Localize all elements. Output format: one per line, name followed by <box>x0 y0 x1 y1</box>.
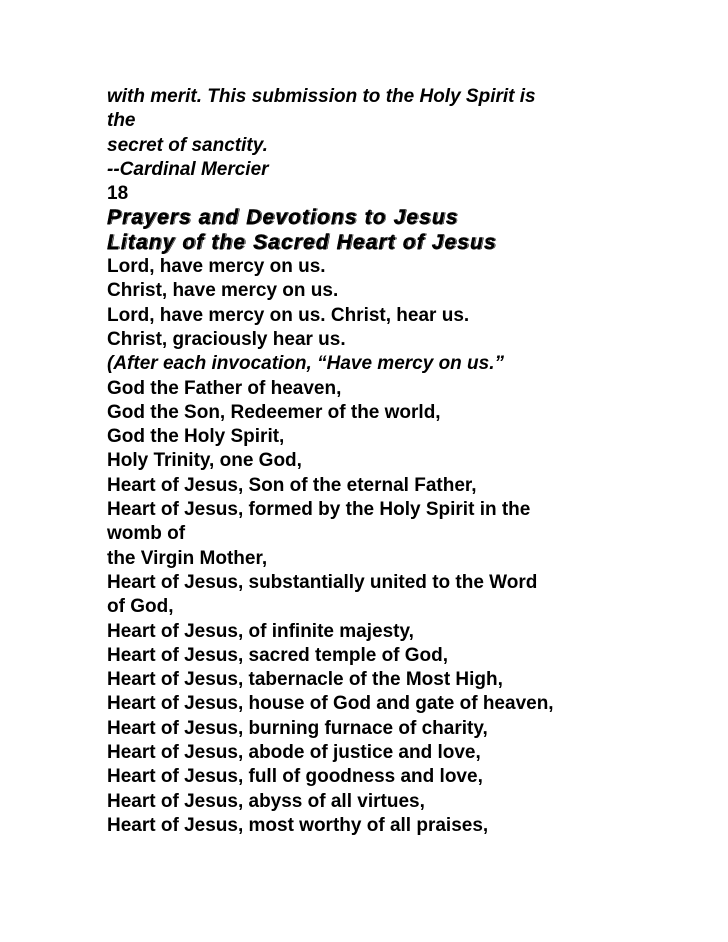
invocation-line: Heart of Jesus, house of God and gate of heaven, <box>107 693 554 715</box>
opening-line: Christ, have mercy on us. <box>107 280 339 302</box>
invocation-line: God the Father of heaven, <box>107 377 342 399</box>
document-page <box>107 85 707 838</box>
invocation-line: Heart of Jesus, sacred temple of God, <box>107 644 449 666</box>
opening-line: Lord, have mercy on us. <box>107 256 326 278</box>
litany-title: Litany of the Sacred Heart of Jesus <box>107 230 497 254</box>
quote-block <box>107 85 707 182</box>
invocation-line: Heart of Jesus, abyss of all virtues, <box>107 790 425 812</box>
invocation-line: Heart of Jesus, formed by the Holy Spirit in the <box>107 499 531 521</box>
invocation-line: God the Holy Spirit, <box>107 426 285 448</box>
response-instruction: (After each invocation, “Have mercy on us.” <box>107 353 505 375</box>
invocation-line: Heart of Jesus, Son of the eternal Father, <box>107 474 477 496</box>
invocation-line: Heart of Jesus, abode of justice and love, <box>107 742 481 764</box>
invocation-line: Holy Trinity, one God, <box>107 450 302 472</box>
opening-invocations <box>107 255 707 352</box>
quote-line: the <box>107 110 136 132</box>
invocation-line: Heart of Jesus, burning furnace of charity, <box>107 717 488 739</box>
invocation-line: womb of <box>107 523 186 545</box>
invocation-line: Heart of Jesus, of infinite majesty, <box>107 620 414 642</box>
invocation-line: the Virgin Mother, <box>107 547 268 569</box>
section-heading: Prayers and Devotions to Jesus <box>107 206 459 230</box>
opening-line: Christ, graciously hear us. <box>107 328 346 350</box>
invocation-line: Heart of Jesus, full of goodness and love, <box>107 766 483 788</box>
quote-line: secret of sanctity. <box>107 134 268 156</box>
quote-attribution: --Cardinal Mercier <box>107 158 269 180</box>
page-number: 18 <box>107 183 129 205</box>
invocation-list <box>107 377 707 839</box>
invocation-line: God the Son, Redeemer of the world, <box>107 401 441 423</box>
invocation-line: Heart of Jesus, most worthy of all praises, <box>107 814 489 836</box>
invocation-line: Heart of Jesus, tabernacle of the Most High, <box>107 669 503 691</box>
quote-line: with merit. This submission to the Holy Spirit is <box>107 86 536 107</box>
invocation-line: of God, <box>107 596 174 618</box>
opening-line: Lord, have mercy on us. Christ, hear us. <box>107 304 470 326</box>
invocation-line: Heart of Jesus, substantially united to the Word <box>107 571 538 593</box>
